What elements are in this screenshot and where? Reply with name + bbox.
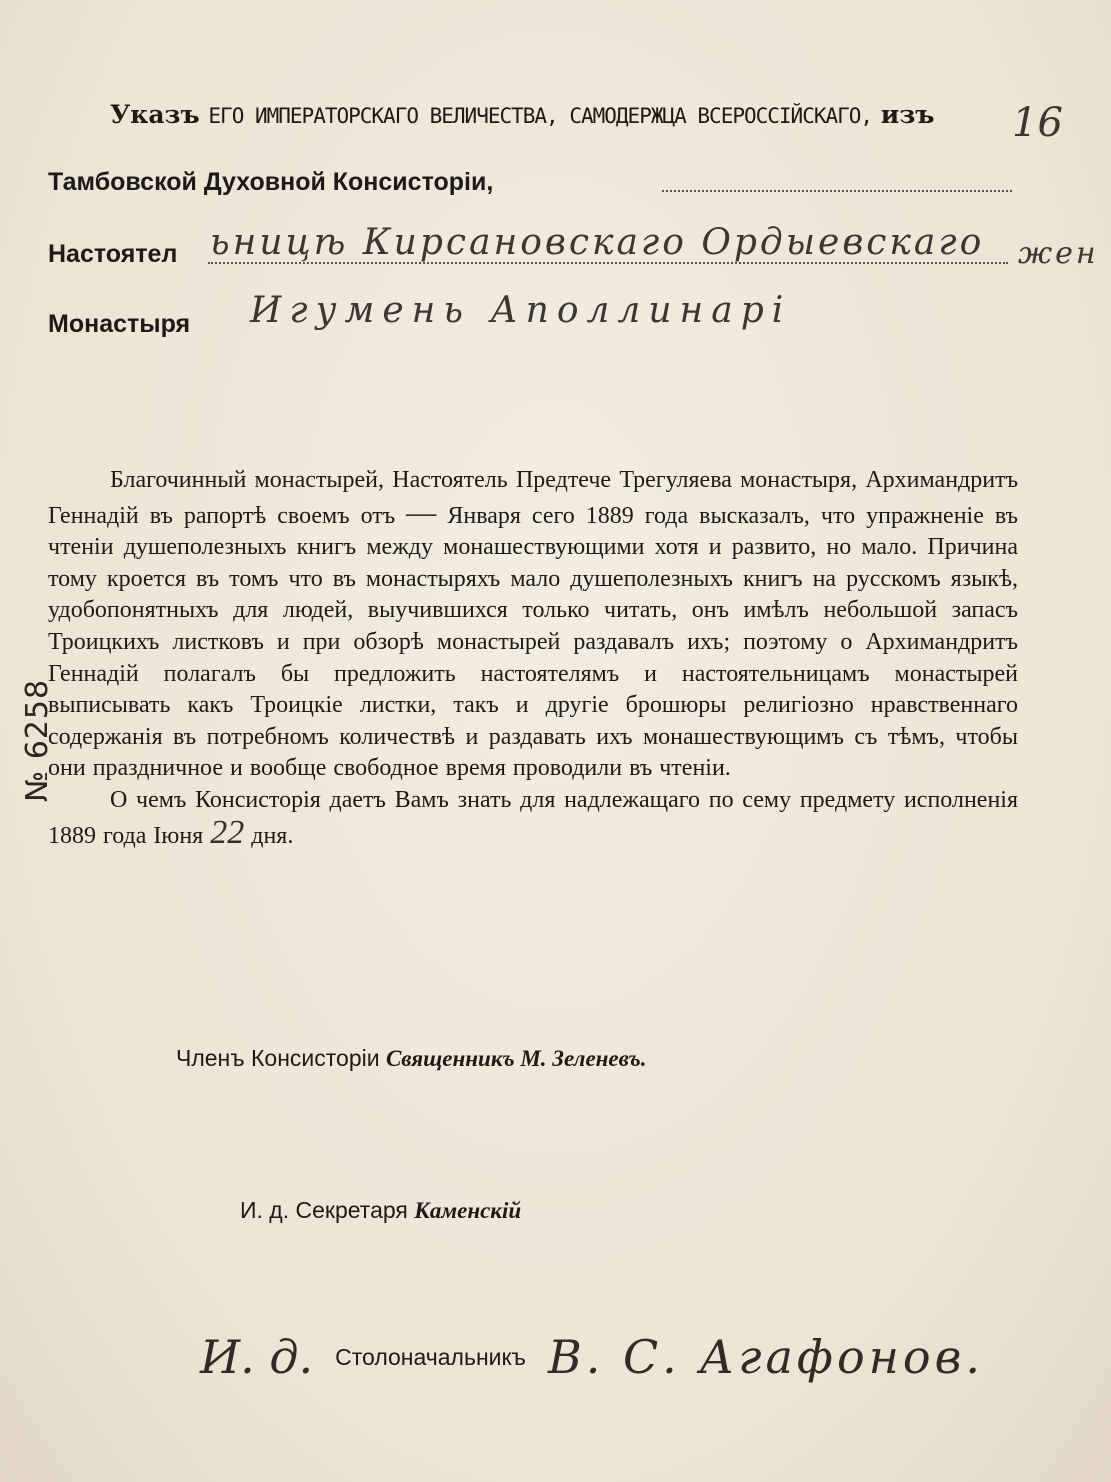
from-consistory-line: Тамбовской Духовной Консисторіи, <box>48 168 494 196</box>
header-caps: ЕГО ИМПЕРАТОРСКАГО ВЕЛИЧЕСТВА, САМОДЕРЖЦА ВСЕРОССІЙСКАГО, <box>208 104 873 128</box>
signature-clerk <box>200 1330 984 1384</box>
header-trail: изъ <box>880 100 935 129</box>
addressee-handwritten-1: ьницѣ Кирсановскаго Ордыевскаго <box>210 222 985 263</box>
decree-body <box>48 465 1018 852</box>
signature-secretary: И. д. Секретаря Каменскій <box>240 1197 522 1223</box>
decree-header <box>110 100 1030 129</box>
clerk-handwritten-name: В. С. Агафонов. <box>547 1330 985 1384</box>
clerk-handwritten-prefix: И. д. <box>200 1330 314 1384</box>
handwritten-number: 16 <box>1012 100 1063 146</box>
addressee-label-2: Монастыря <box>48 310 191 338</box>
addressee-handwritten-1b: жен <box>1018 236 1099 271</box>
handwritten-day: 22 <box>210 813 245 851</box>
body-paragraph-2: О чемъ Консисторія даетъ Вамъ знать для надлежащаго по сему предмету исполненія 1889 года Іюня 22 дня. <box>48 786 1018 851</box>
signature-member: Членъ Консисторіи Священникъ М. Зеленевъ. <box>176 1045 647 1071</box>
clerk-label: Столоначальникъ <box>335 1343 526 1370</box>
document-number-stamp: № 6258 <box>20 678 56 802</box>
addressee-handwritten-2: Игумень Аполлинарі <box>250 290 792 331</box>
dotted-fill-line <box>662 190 1012 192</box>
header-lead: Указъ <box>110 100 200 129</box>
body-paragraph-1: Благочинный монастырей, Настоятель Предтече Трегуляева монастыря, Архимандритъ Геннадій въ рапортѣ своемъ отъ — Января сего 1889 года высказалъ, что упражненіе въ чтеніи душеполезныхъ книгъ между монашествующими хотя и развито, но мало. Причина тому кроется въ томъ что въ монастыряхъ мало душеполезныхъ книгъ на русскомъ языкѣ, удобопонятныхъ для людей, выучившихся только читать, онъ имѣлъ небольшой запасъ Троицкихъ листковъ и при обзорѣ монастырей раздавалъ ихъ; поэтому о Архимандритъ Геннадій полагалъ бы предложить настоятелямъ и настоятельницамъ монастырей выписывать какъ Троицкіе листки, такъ и другіе брошюры религіозно нравственнаго содержанія въ потребномъ количествѣ и раздавать ихъ монашествующимъ съ тѣмъ, чтобы они праздничное и вообще свободное время проводили въ чтеніи. <box>48 467 1018 782</box>
addressee-label-1: Настоятел <box>48 240 178 268</box>
handwritten-date: — <box>406 493 437 531</box>
